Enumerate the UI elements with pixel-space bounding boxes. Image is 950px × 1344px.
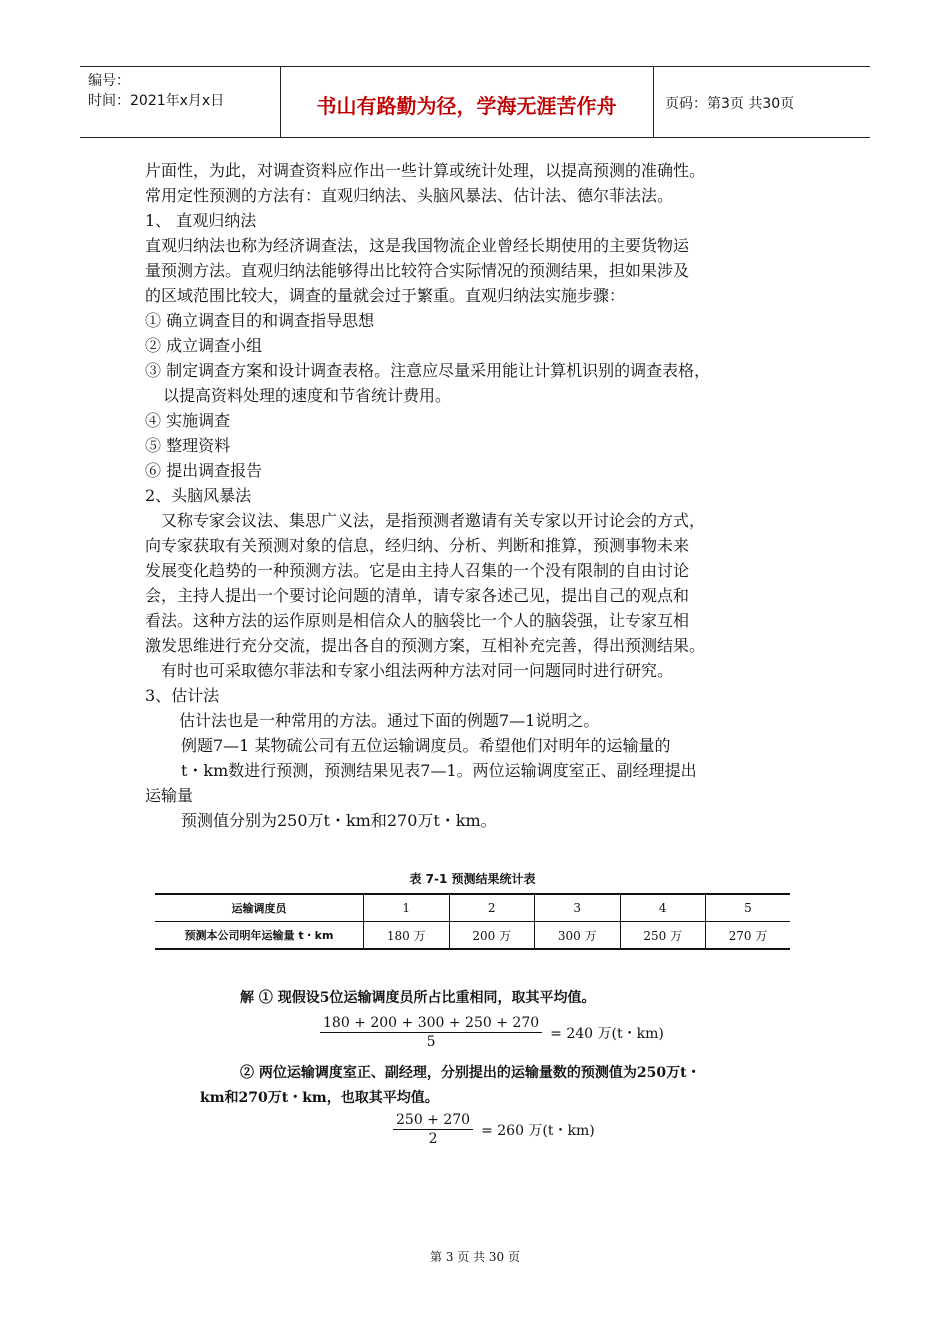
- example-line: 运输量: [145, 786, 194, 805]
- paragraph-line: 常用定性预测的方法有：直观归纳法、头脑风暴法、估计法、德尔菲法法。: [145, 186, 674, 205]
- paragraph-line: 向专家获取有关预测对象的信息，经归纳、分析、判断和推算，预测事物未来: [145, 536, 690, 555]
- step-item: ① 确立调查目的和调查指导思想: [145, 311, 375, 330]
- step-item: ⑥ 提出调查报告: [145, 461, 263, 480]
- paragraph-line: 片面性，为此，对调查资料应作出一些计算或统计处理，以提高预测的准确性。: [145, 161, 706, 180]
- step-item: ④ 实施调查: [145, 411, 231, 430]
- table-cell: 4: [620, 894, 706, 922]
- row-header-forecast: 预测本公司明年运输量 t・km: [155, 922, 364, 950]
- equation-average-two: [393, 1112, 595, 1147]
- fraction-denominator: 2: [428, 1131, 438, 1147]
- solution-line: km和270万t・km，也取其平均值。: [200, 1090, 439, 1106]
- paragraph-line: 的区域范围比较大，调查的量就会过于繁重。直观归纳法实施步骤：: [145, 286, 626, 305]
- equation-result: = 260 万(t・km): [481, 1122, 595, 1139]
- table-cell: 3: [535, 894, 621, 922]
- table-caption: 表 7-1 预测结果统计表: [409, 872, 536, 886]
- row-header-dispatcher: 运输调度员: [155, 894, 364, 922]
- fraction-numerator: 180 + 200 + 300 + 250 + 270: [320, 1015, 542, 1033]
- table-cell: 300 万: [535, 922, 621, 950]
- step-item: ③ 制定调查方案和设计调查表格。注意应尽量采用能让计算机识别的调查表格，: [145, 361, 711, 380]
- equation-result: = 240 万(t・km): [550, 1025, 664, 1042]
- step-item-continuation: 以提高资料处理的速度和节省统计费用。: [163, 386, 452, 405]
- paragraph-line: 会，主持人提出一个要讨论问题的清单，请专家各述己见，提出自己的观点和: [145, 586, 690, 605]
- page-header: [80, 66, 870, 138]
- fraction: [320, 1015, 542, 1050]
- forecast-table: [155, 893, 790, 950]
- document-date: 时间：2021年x月x日: [88, 93, 225, 109]
- header-meta: [88, 71, 224, 111]
- table-cell: 180 万: [364, 922, 450, 950]
- example-line: 例题7—1 某物硫公司有五位运输调度员。希望他们对明年的运输量的: [181, 736, 671, 755]
- body-text: [145, 158, 815, 833]
- paragraph-line: 量预测方法。直观归纳法能够得出比较符合实际情况的预测结果，担如果涉及: [145, 261, 690, 280]
- step-item: ② 成立调查小组: [145, 336, 263, 355]
- paragraph-line: 激发思维进行充分交流，提出各自的预测方案，互相补充完善，得出预测结果。: [145, 636, 706, 655]
- paragraph-line: 又称专家会议法、集思广义法，是指预测者邀请有关专家以开讨论会的方式，: [161, 511, 706, 530]
- example-line: t・km数进行预测，预测结果见表7—1。两位运输调度室正、副经理提出: [181, 761, 697, 780]
- table-row: [155, 894, 790, 922]
- document-number-label: 编号：: [88, 73, 130, 89]
- fraction: [393, 1112, 473, 1147]
- header-motto: 书山有路勤为径，学海无涯苦作舟: [316, 94, 617, 118]
- table-cell: 270 万: [706, 922, 791, 950]
- table-row: [155, 922, 790, 950]
- table-cell: 1: [364, 894, 450, 922]
- table-cell: 200 万: [449, 922, 535, 950]
- solution-line: ② 两位运输调度室正、副经理，分别提出的运输量数的预测值为250万t・: [240, 1065, 701, 1081]
- equation-average-five: [320, 1015, 664, 1050]
- section-heading: 3、估计法: [145, 686, 220, 705]
- solution-line: 解 ① 现假设5位运输调度员所占比重相同，取其平均值。: [240, 990, 596, 1006]
- paragraph-line: 看法。这种方法的运作原则是相信众人的脑袋比一个人的脑袋强，让专家互相: [145, 611, 690, 630]
- table-cell: 2: [449, 894, 535, 922]
- section-heading: 1、 直观归纳法: [145, 211, 257, 230]
- fraction-denominator: 5: [426, 1034, 436, 1050]
- header-divider: [653, 67, 654, 137]
- table-cell: 5: [706, 894, 791, 922]
- header-page-code: 页码：第3页 共30页: [665, 96, 795, 112]
- paragraph-line: 直观归纳法也称为经济调查法，这是我国物流企业曾经长期使用的主要货物运: [145, 236, 690, 255]
- section-heading: 2、头脑风暴法: [145, 486, 252, 505]
- paragraph-line: 发展变化趋势的一种预测方法。它是由主持人召集的一个没有限制的自由讨论: [145, 561, 690, 580]
- example-line: 预测值分别为250万t・km和270万t・km。: [181, 811, 497, 830]
- step-item: ⑤ 整理资料: [145, 436, 231, 455]
- paragraph-line: 估计法也是一种常用的方法。通过下面的例题7—1说明之。: [179, 711, 600, 730]
- page-footer: 第 3 页 共 30 页: [430, 1250, 520, 1264]
- fraction-numerator: 250 + 270: [393, 1112, 473, 1130]
- table-cell: 250 万: [620, 922, 706, 950]
- paragraph-line: 有时也可采取德尔菲法和专家小组法两种方法对同一问题同时进行研究。: [161, 661, 674, 680]
